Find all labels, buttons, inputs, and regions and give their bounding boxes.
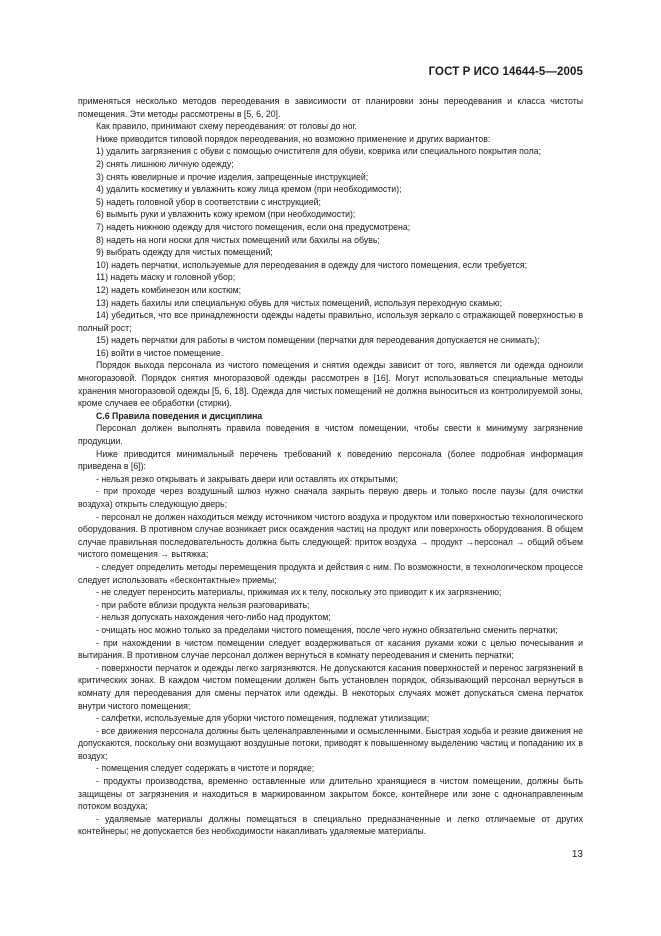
paragraph: Как правило, принимают схему переодевания: от головы до ног. xyxy=(96,121,358,132)
paragraph: - при проходе через воздушный шлюз нужно сначала закрыть первую дверь и только после паузы (для очистки воздуха) открыть следующую дверь; xyxy=(78,486,583,509)
paragraph: 10) надеть перчатки, используемые для переодевания в одежду для чистого помещения, если требуется; xyxy=(96,259,528,270)
paragraph: 9) выбрать одежду для чистых помещений; xyxy=(96,247,273,258)
paragraph: - при работе вблизи продукта нельзя разговаривать; xyxy=(96,599,310,610)
paragraph: 3) снять ювелирные и прочие изделия, запрещенные инструкцией; xyxy=(96,171,369,182)
paragraph: Персонал должен выполнять правила поведения в чистом помещении, чтобы свести к минимуму загрязнение продукции. xyxy=(78,423,583,447)
paragraph: - все движения персонала должны быть целенаправленными и осмысленными. Быстрая ходьба и резкие движения не допускаются, поскольку они возмущают воздушные потоки, приводят к повышенному выделению частиц и попаданию их в воздух; xyxy=(78,725,583,761)
paragraph: 16) войти в чистое помещение. xyxy=(96,347,224,358)
paragraph: 5) надеть головной убор в соответствии с инструкцией; xyxy=(96,196,321,207)
paragraph: - очищать нос можно только за пределами чистого помещения, после чего нужно обязательно сменить перчатки; xyxy=(96,624,558,635)
page-number: 13 xyxy=(571,849,583,860)
paragraph: 2) снять лишнюю личную одежду; xyxy=(96,158,234,169)
paragraph: 7) надеть нижнюю одежду для чистого помещения, если она предусмотрена; xyxy=(96,221,411,232)
paragraph: 13) надеть бахилы или специальную обувь для чистых помещений, используя переходную скамью; xyxy=(96,297,502,308)
paragraph: - персонал не должен находиться между источником чистого воздуха и продуктом или поверхностью технологического оборудования. В противном случае возникает риск осаждения частиц на продукт или поверхность оборудования. В общем случае правильная последовательность должна быть следующей: приток воздуха → продукт →персонал → общий объем чистого помещения → вытяжка; xyxy=(78,511,583,560)
paragraph: Ниже приводится типовой порядок переодевания, но возможно применение и других вариантов: xyxy=(96,133,491,144)
paragraph: 12) надеть комбинезон или костюм; xyxy=(96,284,242,295)
paragraph: - при нахождении в чистом помещении следует воздерживаться от касания руками кожи с целью почесывания и вытирания. В противном случае персонал должен вернуться в комнату переодевания и сменить перчатки; xyxy=(78,637,583,661)
paragraph: 6) вымыть руки и увлажнить кожу кремом (при необходимости); xyxy=(96,209,356,220)
paragraph: 1) удалить загрязнения с обуви с помощью очистителя для обуви, коврика или специального покрытия пола; xyxy=(96,146,541,157)
paragraph: - удаляемые материалы должны помещаться в специально предназначенные и легко отличаемые от других контейнеры; не допускается без необходимости накапливать удаляемые материалы. xyxy=(78,813,583,837)
paragraph: 4) удалить косметику и увлажнить кожу лица кремом (при необходимости); xyxy=(96,184,402,195)
paragraph: - салфетки, используемые для уборки чистого помещения, подлежат утилизации; xyxy=(96,713,430,724)
paragraph: - нельзя допускать нахождения чего-либо над продуктом; xyxy=(96,612,331,623)
paragraph: применяться несколько методов переодевания в зависимости от планировки зоны переодевания и класса чистоты помещения. Эти методы рассмотрены в [5, 6, 20]. xyxy=(78,96,583,119)
paragraph: Ниже приводится минимальный перечень требований к поведению персонала (более подробная информация приведена в [6]): xyxy=(78,448,583,472)
paragraph: - поверхности перчаток и одежды легко загрязняются. Не допускаются касания поверхностей и перенос загрязнений в критических зонах. В каждом чистом помещении должен быть установлен порядок, обязывающий персонал вернуться в комнату для переодевания для смены перчаток или одежды. В некоторых случаях может допускаться смена перчаток внутри чистого помещения; xyxy=(78,662,583,711)
document-body xyxy=(78,95,583,838)
paragraph: - следует определить методы перемещения продукта и действия с ним. По возможности, в технологическом процессе следует использовать «бесконтактные» приемы; xyxy=(78,561,583,585)
paragraph: Порядок выхода персонала из чистого помещения и снятия одежды зависит от того, является ли одежда одноили многоразовой. Порядок снятия многоразовой одежды рассмотрен в [16]. Могут использоваться специальные методы хранения многоразовой одежды [5, 6, 18]. Одежда для чистых помещений не должна выноситься из контролируемой зоны, кроме случаев ее обработки (стирки). xyxy=(78,360,583,409)
section-heading: С.6 Правила поведения и дисциплина xyxy=(96,410,263,421)
paragraph: 15) надеть перчатки для работы в чистом помещении (перчатки для переодевания допускается не снимать); xyxy=(96,335,540,346)
paragraph: 11) надеть маску и головной убор; xyxy=(96,272,236,283)
paragraph: 14) убедиться, что все принадлежности одежды надеты правильно, используя зеркало с отражающей поверхностью в полный рост; xyxy=(78,310,583,333)
document-header: ГОСТ Р ИСО 14644-5—2005 xyxy=(428,66,583,78)
paragraph: - нельзя резко открывать и закрывать двери или оставлять их открытыми; xyxy=(96,473,398,484)
paragraph: - продукты производства, временно оставленные или длительно хранящиеся в чистом помещении, должны быть защищены от загрязнения и находиться в маркированном закрытом боксе, контейнере или зоне с однонаправленным потоком воздуха; xyxy=(78,776,583,812)
paragraph: 8) надеть на ноги носки для чистых помещений или бахилы на обувь; xyxy=(96,234,380,245)
paragraph: - помещения следует содержать в чистоте и порядке; xyxy=(96,763,315,774)
paragraph: - не следует переносить материалы, прижимая их к телу, поскольку это приводит к их загрязнению; xyxy=(96,587,502,598)
